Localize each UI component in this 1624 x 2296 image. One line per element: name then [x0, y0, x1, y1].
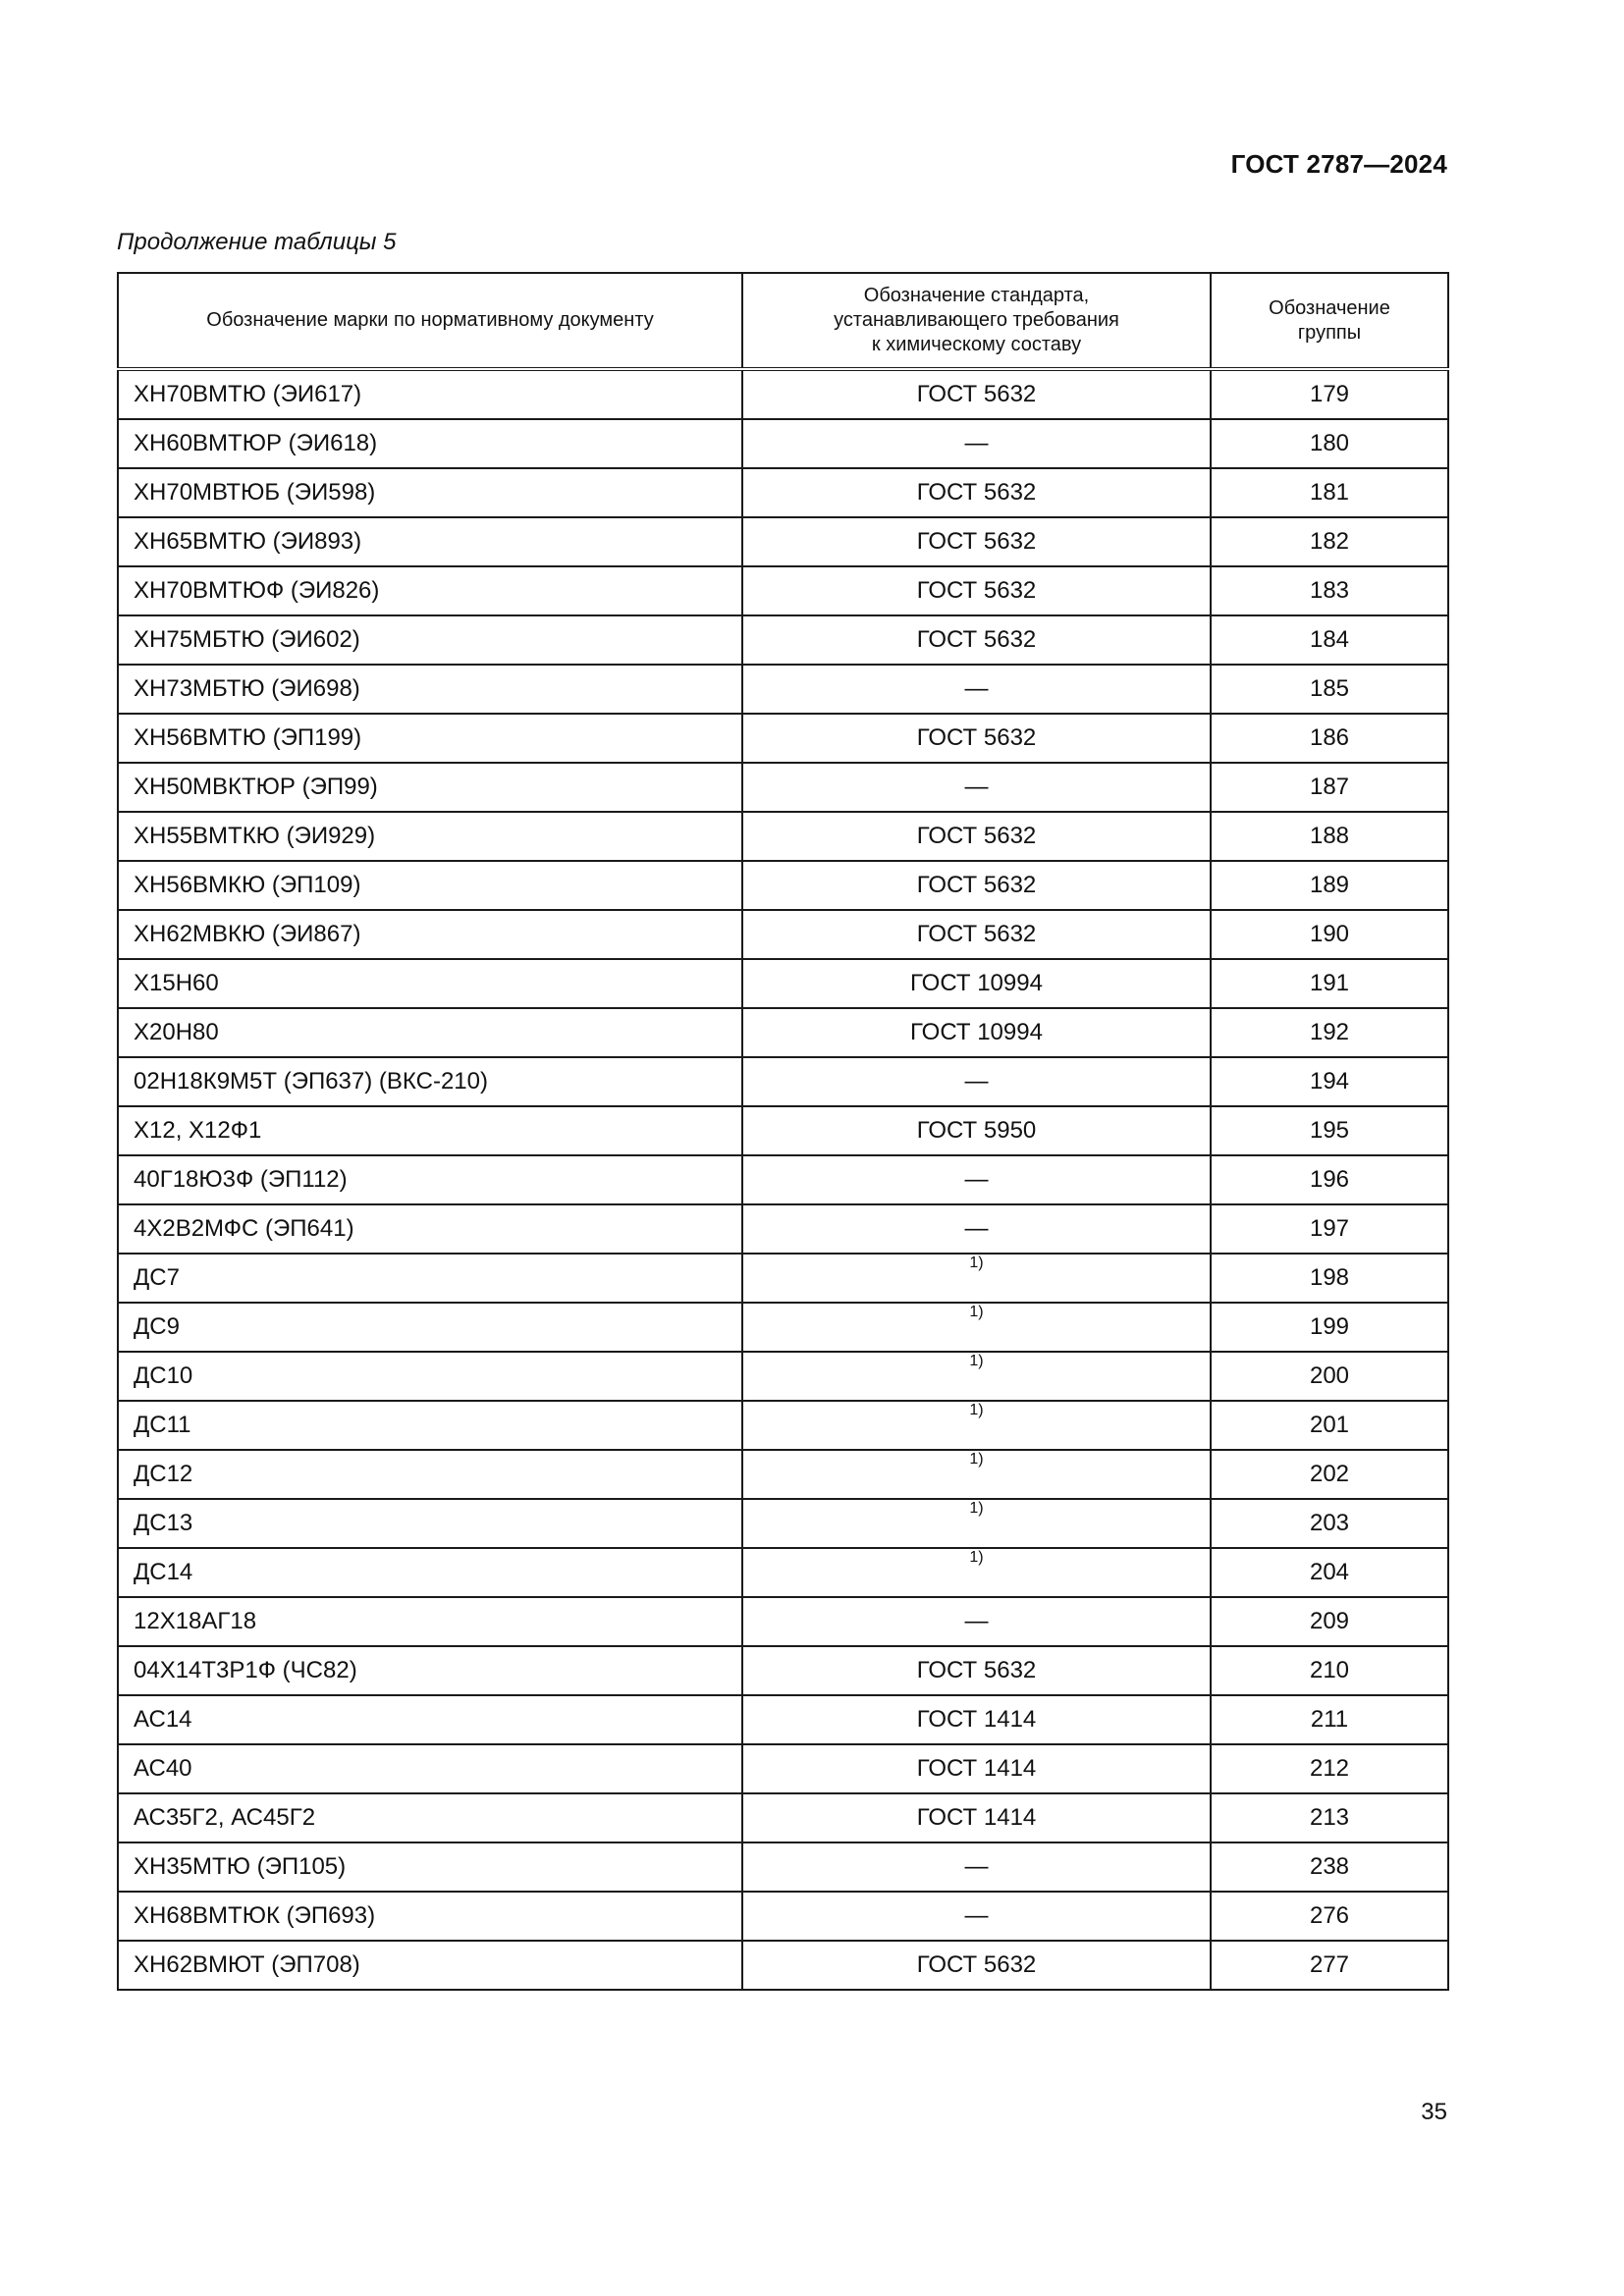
table-row — [118, 1842, 1448, 1892]
cell-mark: ХН70ВМТЮФ (ЭИ826) — [118, 566, 742, 615]
table-row — [118, 468, 1448, 517]
table-row — [118, 861, 1448, 910]
cell-standard: — — [742, 419, 1211, 468]
footnote-ref: 1) — [969, 1303, 984, 1320]
header-standard-line-2: устанавливающего требования — [834, 309, 1119, 331]
cell-mark: 4Х2В2МФС (ЭП641) — [118, 1204, 742, 1254]
cell-mark: ХН75МБТЮ (ЭИ602) — [118, 615, 742, 665]
cell-standard: ГОСТ 5632 — [742, 1646, 1211, 1695]
table-row — [118, 566, 1448, 615]
table-row — [118, 1597, 1448, 1646]
cell-standard: ГОСТ 1414 — [742, 1695, 1211, 1744]
cell-standard: ГОСТ 5632 — [742, 714, 1211, 763]
cell-standard: ГОСТ 5632 — [742, 861, 1211, 910]
cell-standard — [742, 1401, 1211, 1450]
cell-group: 183 — [1211, 566, 1448, 615]
table-row — [118, 1646, 1448, 1695]
cell-standard — [742, 1303, 1211, 1352]
header-group-line-1: Обозначение — [1269, 296, 1390, 319]
table-header-row — [118, 273, 1448, 369]
cell-group: 197 — [1211, 1204, 1448, 1254]
header-standard — [742, 273, 1211, 369]
table-row — [118, 1499, 1448, 1548]
cell-standard: ГОСТ 5632 — [742, 910, 1211, 959]
table-body — [118, 369, 1448, 1990]
cell-standard: ГОСТ 5632 — [742, 615, 1211, 665]
cell-group: 201 — [1211, 1401, 1448, 1450]
header-standard-line-3: к химическому составу — [871, 334, 1082, 355]
footnote-ref: 1) — [969, 1450, 984, 1468]
cell-standard: — — [742, 763, 1211, 812]
cell-mark: ДС14 — [118, 1548, 742, 1597]
cell-mark: ХН62ВМЮТ (ЭП708) — [118, 1941, 742, 1990]
cell-group: 192 — [1211, 1008, 1448, 1057]
table-row — [118, 517, 1448, 566]
cell-group: 210 — [1211, 1646, 1448, 1695]
cell-group: 191 — [1211, 959, 1448, 1008]
footnote-ref: 1) — [969, 1254, 984, 1271]
cell-group: 195 — [1211, 1106, 1448, 1155]
table-row — [118, 1008, 1448, 1057]
cell-group: 203 — [1211, 1499, 1448, 1548]
cell-standard: ГОСТ 10994 — [742, 1008, 1211, 1057]
header-mark — [118, 273, 742, 369]
footnote-ref: 1) — [969, 1401, 984, 1418]
table-row — [118, 1204, 1448, 1254]
cell-group: 199 — [1211, 1303, 1448, 1352]
cell-group: 204 — [1211, 1548, 1448, 1597]
cell-mark: Х12, Х12Ф1 — [118, 1106, 742, 1155]
cell-standard — [742, 1352, 1211, 1401]
cell-standard: ГОСТ 5632 — [742, 566, 1211, 615]
table-row — [118, 1450, 1448, 1499]
cell-mark: ДС9 — [118, 1303, 742, 1352]
cell-group: 184 — [1211, 615, 1448, 665]
cell-standard: ГОСТ 5950 — [742, 1106, 1211, 1155]
cell-group: 198 — [1211, 1254, 1448, 1303]
table-caption: Продолжение таблицы 5 — [117, 229, 397, 255]
cell-group: 185 — [1211, 665, 1448, 714]
steel-grades-table — [117, 272, 1449, 1991]
cell-mark: АС35Г2, АС45Г2 — [118, 1793, 742, 1842]
header-mark-text: Обозначение марки по нормативному документу — [206, 309, 654, 331]
cell-mark: ХН70МВТЮБ (ЭИ598) — [118, 468, 742, 517]
cell-mark: ХН65ВМТЮ (ЭИ893) — [118, 517, 742, 566]
cell-mark: ДС12 — [118, 1450, 742, 1499]
cell-group: 209 — [1211, 1597, 1448, 1646]
cell-mark: Х15Н60 — [118, 959, 742, 1008]
cell-standard — [742, 1548, 1211, 1597]
cell-mark: АС14 — [118, 1695, 742, 1744]
cell-mark: 02Н18К9М5Т (ЭП637) (ВКС-210) — [118, 1057, 742, 1106]
cell-group: 180 — [1211, 419, 1448, 468]
cell-group: 188 — [1211, 812, 1448, 861]
footnote-ref: 1) — [969, 1352, 984, 1369]
footnote-ref: 1) — [969, 1499, 984, 1517]
cell-group: 194 — [1211, 1057, 1448, 1106]
cell-mark: ХН56ВМКЮ (ЭП109) — [118, 861, 742, 910]
cell-group: 186 — [1211, 714, 1448, 763]
cell-standard: ГОСТ 1414 — [742, 1744, 1211, 1793]
cell-mark: ХН55ВМТКЮ (ЭИ929) — [118, 812, 742, 861]
header-group-line-2: группы — [1297, 321, 1362, 344]
cell-group: 211 — [1211, 1695, 1448, 1744]
table-row — [118, 1548, 1448, 1597]
cell-group: 213 — [1211, 1793, 1448, 1842]
table-row — [118, 665, 1448, 714]
cell-group: 181 — [1211, 468, 1448, 517]
table-row — [118, 1106, 1448, 1155]
page-number: 35 — [1421, 2099, 1447, 2125]
cell-mark: 04Х14Т3Р1Ф (ЧС82) — [118, 1646, 742, 1695]
table-row — [118, 959, 1448, 1008]
table-row — [118, 1401, 1448, 1450]
table-row — [118, 1941, 1448, 1990]
document-code: ГОСТ 2787—2024 — [1230, 149, 1447, 179]
cell-group: 200 — [1211, 1352, 1448, 1401]
cell-mark: Х20Н80 — [118, 1008, 742, 1057]
cell-standard — [742, 1254, 1211, 1303]
table-row — [118, 369, 1448, 419]
cell-group: 190 — [1211, 910, 1448, 959]
cell-group: 277 — [1211, 1941, 1448, 1990]
cell-group: 196 — [1211, 1155, 1448, 1204]
cell-mark: 40Г18Ю3Ф (ЭП112) — [118, 1155, 742, 1204]
cell-mark: 12Х18АГ18 — [118, 1597, 742, 1646]
cell-standard: ГОСТ 5632 — [742, 517, 1211, 566]
cell-standard — [742, 1499, 1211, 1548]
table-row — [118, 1303, 1448, 1352]
table-row — [118, 812, 1448, 861]
table-row — [118, 1892, 1448, 1941]
table-row — [118, 714, 1448, 763]
table-row — [118, 419, 1448, 468]
cell-mark: ХН73МБТЮ (ЭИ698) — [118, 665, 742, 714]
cell-group: 187 — [1211, 763, 1448, 812]
cell-standard: ГОСТ 5632 — [742, 1941, 1211, 1990]
cell-standard: — — [742, 665, 1211, 714]
cell-standard: ГОСТ 5632 — [742, 468, 1211, 517]
table-row — [118, 910, 1448, 959]
cell-group: 212 — [1211, 1744, 1448, 1793]
cell-mark: ДС7 — [118, 1254, 742, 1303]
cell-standard: — — [742, 1597, 1211, 1646]
table-row — [118, 1793, 1448, 1842]
cell-group: 238 — [1211, 1842, 1448, 1892]
cell-group: 179 — [1211, 369, 1448, 419]
cell-group: 276 — [1211, 1892, 1448, 1941]
cell-standard: ГОСТ 5632 — [742, 369, 1211, 419]
cell-standard: ГОСТ 1414 — [742, 1793, 1211, 1842]
cell-mark: ХН56ВМТЮ (ЭП199) — [118, 714, 742, 763]
table-row — [118, 763, 1448, 812]
cell-standard — [742, 1450, 1211, 1499]
cell-mark: ДС11 — [118, 1401, 742, 1450]
cell-mark: ДС13 — [118, 1499, 742, 1548]
cell-standard: ГОСТ 10994 — [742, 959, 1211, 1008]
cell-standard: — — [742, 1155, 1211, 1204]
table-row — [118, 1254, 1448, 1303]
header-standard-line-1: Обозначение стандарта, — [863, 285, 1090, 306]
cell-group: 182 — [1211, 517, 1448, 566]
cell-mark: ХН70ВМТЮ (ЭИ617) — [118, 369, 742, 419]
cell-standard: — — [742, 1842, 1211, 1892]
cell-standard: — — [742, 1057, 1211, 1106]
cell-group: 189 — [1211, 861, 1448, 910]
cell-mark: ХН50МВКТЮР (ЭП99) — [118, 763, 742, 812]
header-group — [1211, 273, 1448, 369]
table-row — [118, 1352, 1448, 1401]
table-row — [118, 615, 1448, 665]
footnote-ref: 1) — [969, 1548, 984, 1566]
cell-mark: ХН68ВМТЮК (ЭП693) — [118, 1892, 742, 1941]
cell-mark: ХН35МТЮ (ЭП105) — [118, 1842, 742, 1892]
table-row — [118, 1057, 1448, 1106]
table-row — [118, 1155, 1448, 1204]
cell-mark: АС40 — [118, 1744, 742, 1793]
cell-group: 202 — [1211, 1450, 1448, 1499]
table-row — [118, 1695, 1448, 1744]
cell-mark: ДС10 — [118, 1352, 742, 1401]
cell-mark: ХН62МВКЮ (ЭИ867) — [118, 910, 742, 959]
cell-standard: — — [742, 1892, 1211, 1941]
table-row — [118, 1744, 1448, 1793]
cell-standard: — — [742, 1204, 1211, 1254]
cell-mark: ХН60ВМТЮР (ЭИ618) — [118, 419, 742, 468]
cell-standard: ГОСТ 5632 — [742, 812, 1211, 861]
